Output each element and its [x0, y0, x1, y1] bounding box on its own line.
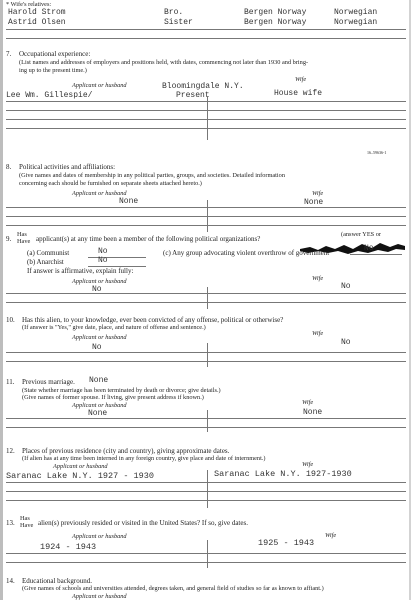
section-11-rule-1 — [6, 418, 406, 419]
section-8-column-divider — [207, 200, 208, 232]
section-14-applicant-label: Applicant or husband — [72, 593, 127, 600]
section-8-rule-3 — [6, 225, 406, 226]
option-anarchist-value: No — [98, 256, 108, 265]
section-13-question: alien(s) previously resided or visited in the United States? If so, give dates. — [38, 519, 248, 527]
section-11-sub-1: (State whether marriage has been terminated by death or divorce; give details.) — [22, 387, 221, 394]
relative-place-2: Bergen Norway — [244, 18, 307, 27]
section-12-title: Places of previous residence (city and country), giving approximate dates. — [22, 447, 230, 455]
section-12-applicant-answer: Saranac Lake N.Y. 1927 - 1930 — [6, 471, 154, 481]
relative-name-1: Harold Strom — [8, 8, 66, 17]
section-8-rule-2 — [6, 216, 406, 217]
relative-place-1: Bergen Norway — [244, 8, 307, 17]
section-11-rule-2 — [6, 427, 406, 428]
section-13-wife-answer: 1925 - 1943 — [258, 538, 315, 548]
section-10-applicant-label: Applicant or husband — [72, 334, 127, 341]
section-12-rule-1 — [6, 482, 406, 483]
section-7-applicant-employer: Lee Wm. Gillespie/ — [6, 91, 93, 100]
option-anarchist-label: (b) Anarchist — [27, 258, 64, 266]
section-8-title: Political activities and affiliations: — [19, 163, 116, 171]
section-7-rule-2 — [6, 110, 406, 111]
section-10-question: Has this alien, to your knowledge, ever been convicted of any offense, political or otherwise? — [22, 316, 284, 324]
section-13-have: Have — [20, 522, 34, 529]
section-12-sub: (If alien has at any time been interned in any foreign country, give place and date of internment.) — [22, 455, 266, 462]
wife-relatives-label: * Wife's relatives: — [6, 1, 52, 8]
section-7-desc-1: (List names and addresses of employers and positions held, with dates, commencing not later than 1930 and bring- — [19, 59, 309, 66]
section-13-number: 13. — [6, 519, 15, 527]
option-communist-value: No — [98, 247, 108, 256]
section-7-applicant-employer-address: Bloomingdale N.Y. — [162, 82, 244, 91]
section-11-sub-2: (Give names of former spouse. If living, give present address if known.) — [22, 394, 204, 401]
section-9-have: Have — [17, 238, 31, 245]
section-10-column-divider — [207, 343, 208, 367]
section-9-answer-label: (answer YES or — [341, 231, 381, 238]
option-violent-group-label: (c) Any group advocating violent overthrow of government — [163, 249, 330, 257]
section-7-desc-2: ing up to the present time.) — [19, 67, 87, 74]
section-11-applicant-label: Applicant or husband — [72, 402, 127, 409]
section-9-question: applicant(s) at any time been a member of the following political organizations? — [36, 235, 261, 243]
section-9-rule-2 — [6, 302, 406, 303]
section-12-applicant-label: Applicant or husband — [53, 463, 108, 470]
section-11-title: Previous marriage. — [22, 378, 75, 386]
section-13-wife-label: Wife — [325, 532, 337, 539]
section-7-applicant-present: Present — [176, 91, 210, 100]
section-8-wife-label: Wife — [312, 190, 324, 197]
section-10-number: 10. — [6, 316, 15, 324]
relative-name-2: Astrid Olsen — [8, 18, 66, 27]
option-violent-group-value: No — [364, 244, 374, 253]
section-12-rule-3 — [6, 500, 406, 501]
section-12-wife-label: Wife — [302, 461, 314, 468]
section-9-applicant-label: Applicant or husband — [72, 278, 127, 285]
section-7-rule-4 — [6, 128, 406, 129]
section-13-column-divider — [207, 540, 208, 568]
section-12-number: 12. — [6, 447, 15, 455]
section-13-applicant-answer: 1924 - 1943 — [40, 542, 97, 552]
section-8-wife-answer: None — [304, 198, 324, 207]
section-14-title: Educational background. — [22, 577, 92, 585]
relative-relation-2: Sister — [164, 18, 193, 27]
section-12-wife-answer: Saranac Lake N.Y. 1927-1930 — [214, 469, 352, 479]
section-10-rule-1 — [6, 352, 406, 353]
section-12-column-divider — [207, 470, 208, 508]
section-10-wife-answer: No — [341, 338, 351, 347]
scan-edge-left — [0, 0, 3, 600]
relative-nationality-2: Norwegian — [334, 18, 378, 27]
section-11-title-answer: None — [89, 376, 109, 385]
section-8-applicant-label: Applicant or husband — [72, 190, 127, 197]
section-8-rule-1 — [6, 207, 406, 208]
section-9-has: Has — [17, 231, 27, 238]
section-9-rule-1 — [6, 293, 406, 294]
section-11-wife-label: Wife — [302, 399, 314, 406]
section-9-affirmative: If answer is affirmative, explain fully: — [27, 267, 134, 275]
section-7-wife-label: Wife — [295, 76, 307, 83]
section-8-applicant-answer: None — [119, 197, 139, 206]
section-9-wife-answer: No — [341, 282, 351, 291]
section-7-rule-1 — [6, 101, 406, 102]
option-communist-label: (a) Communist — [27, 249, 70, 257]
section-10-applicant-answer: No — [92, 343, 102, 352]
section-7-rule-3 — [6, 119, 406, 120]
section-13-rule-1 — [6, 553, 406, 554]
section-11-applicant-answer: None — [88, 409, 108, 418]
section-7-wife-answer: House wife — [274, 89, 323, 98]
relative-relation-1: Bro. — [164, 8, 184, 17]
section-14-number: 14. — [6, 577, 15, 585]
section-10-rule-2 — [6, 361, 406, 362]
form-code: 16–59636-1 — [367, 150, 387, 155]
relatives-rule-1 — [6, 29, 406, 30]
section-13-has: Has — [20, 515, 30, 522]
section-9-number: 9. — [6, 235, 12, 243]
section-14-sub: (Give names of schools and universities attended, degrees taken, and general field of studies so far as known to affiant.) — [22, 585, 324, 592]
section-12-rule-2 — [6, 491, 406, 492]
section-10-wife-label: Wife — [312, 330, 324, 337]
section-9-applicant-answer: No — [92, 285, 102, 294]
section-8-number: 8. — [6, 163, 12, 171]
relative-nationality-1: Norwegian — [334, 8, 378, 17]
section-7-column-divider — [207, 96, 208, 140]
section-7-title: Occupational experience: — [19, 50, 91, 58]
section-13-applicant-label: Applicant or husband — [72, 533, 127, 540]
relatives-rule-2 — [6, 38, 406, 39]
option-violent-group-rule — [350, 254, 402, 255]
section-13-rule-2 — [6, 562, 406, 563]
option-communist-rule — [88, 257, 146, 258]
section-9-column-divider — [207, 287, 208, 309]
section-10-sub: (If answer is "Yes," give date, place, and nature of offense and sentence.) — [22, 324, 206, 331]
section-7-applicant-label: Applicant or husband — [72, 82, 127, 89]
section-8-desc-1: (Give names and dates of membership in any political parties, groups, and societies. Detailed information — [19, 172, 285, 179]
section-9-wife-label: Wife — [312, 275, 324, 282]
section-11-column-divider — [207, 410, 208, 432]
section-8-desc-2: concerning each should be furnished on separate sheets attached hereto.) — [19, 180, 202, 187]
section-11-number: 11. — [6, 378, 15, 386]
section-11-wife-answer: None — [303, 408, 323, 417]
section-7-number: 7. — [6, 50, 12, 58]
